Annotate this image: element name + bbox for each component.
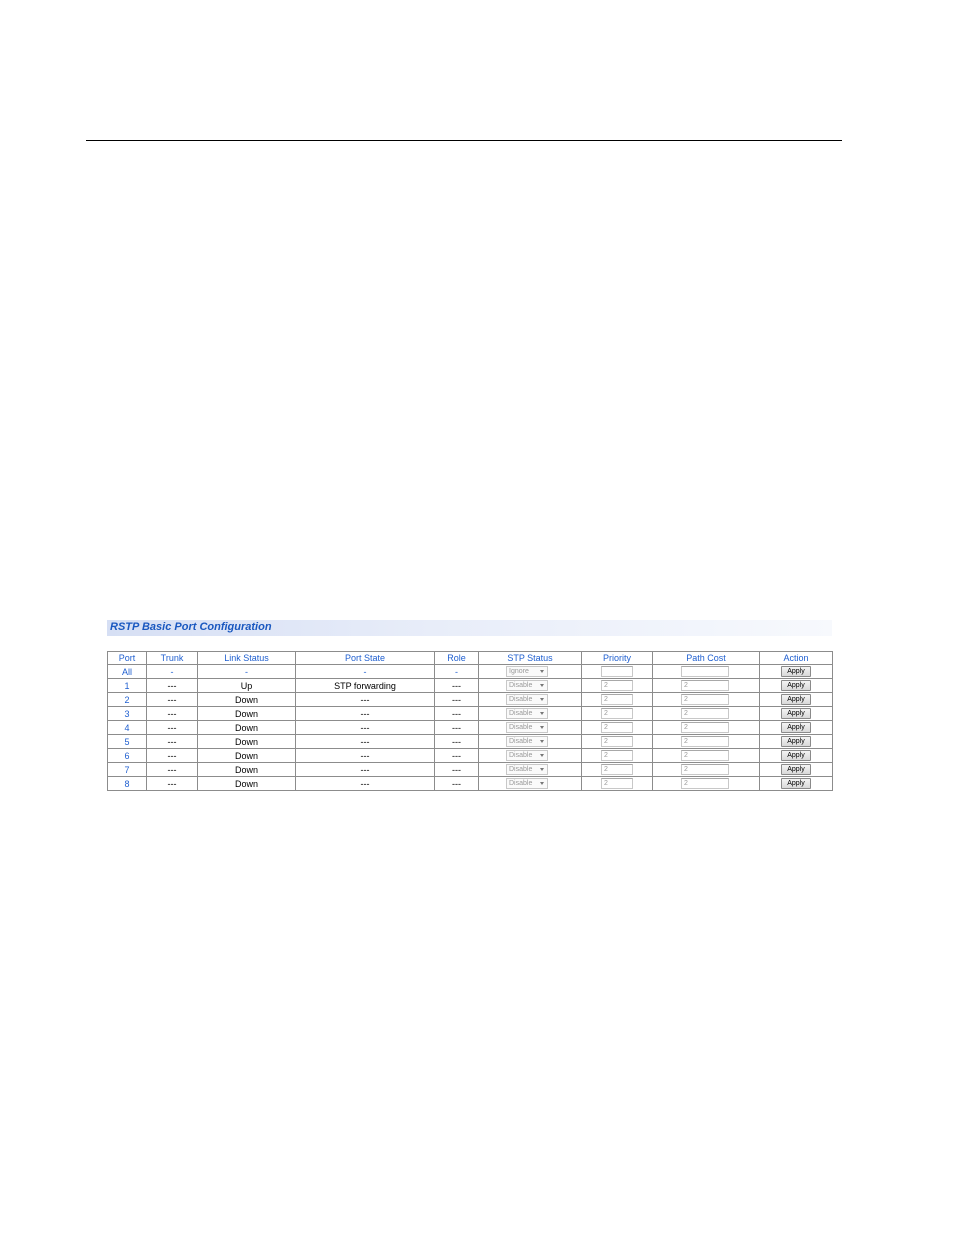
chevron-down-icon: [540, 698, 544, 701]
port-state-cell: ---: [296, 777, 435, 791]
stp-status-value: Disable: [509, 682, 533, 690]
table-row: [108, 763, 833, 777]
path-cost-cell: [653, 707, 760, 721]
priority-input[interactable]: 2: [601, 708, 633, 719]
priority-cell: [582, 707, 653, 721]
trunk-cell: ---: [147, 721, 198, 735]
link-status-cell: Down: [198, 763, 296, 777]
apply-button[interactable]: Apply: [781, 680, 811, 691]
port-cell[interactable]: 5: [108, 735, 147, 749]
apply-button[interactable]: Apply: [781, 666, 811, 677]
path-cost-cell: [653, 721, 760, 735]
stp-status-value: Disable: [509, 710, 533, 718]
table-row: [108, 707, 833, 721]
apply-button[interactable]: Apply: [781, 694, 811, 705]
stp-status-value: Disable: [509, 724, 533, 732]
stp-status-cell: [479, 721, 582, 735]
path-cost-input[interactable]: 2: [681, 736, 729, 747]
port-cell[interactable]: 4: [108, 721, 147, 735]
role-cell: ---: [435, 693, 479, 707]
role-cell: ---: [435, 749, 479, 763]
port-cell[interactable]: 1: [108, 679, 147, 693]
role-cell: ---: [435, 721, 479, 735]
priority-cell: [582, 735, 653, 749]
action-cell: [760, 665, 833, 679]
col-header-role: Role: [435, 652, 479, 665]
priority-input[interactable]: 2: [601, 722, 633, 733]
stp-status-select[interactable]: [506, 764, 548, 775]
port-cell[interactable]: 8: [108, 777, 147, 791]
port-cell[interactable]: 2: [108, 693, 147, 707]
col-header-stp-status: STP Status: [479, 652, 582, 665]
path-cost-cell: [653, 763, 760, 777]
link-status-cell: Up: [198, 679, 296, 693]
apply-button[interactable]: Apply: [781, 708, 811, 719]
action-cell: [760, 749, 833, 763]
port-state-cell: ---: [296, 693, 435, 707]
stp-status-cell: [479, 763, 582, 777]
action-cell: [760, 777, 833, 791]
table-row: [108, 777, 833, 791]
trunk-cell: -: [147, 665, 198, 679]
link-status-cell: -: [198, 665, 296, 679]
role-cell: ---: [435, 735, 479, 749]
priority-cell: [582, 777, 653, 791]
col-header-link-status: Link Status: [198, 652, 296, 665]
col-header-trunk: Trunk: [147, 652, 198, 665]
link-status-cell: Down: [198, 707, 296, 721]
table-row: [108, 735, 833, 749]
path-cost-cell: [653, 749, 760, 763]
stp-status-select[interactable]: [506, 666, 548, 677]
panel-title-bar: [107, 620, 832, 636]
stp-status-select[interactable]: [506, 736, 548, 747]
stp-status-cell: [479, 777, 582, 791]
col-header-port: Port: [108, 652, 147, 665]
action-cell: [760, 735, 833, 749]
role-cell: -: [435, 665, 479, 679]
stp-status-cell: [479, 665, 582, 679]
trunk-cell: ---: [147, 707, 198, 721]
trunk-cell: ---: [147, 693, 198, 707]
trunk-cell: ---: [147, 735, 198, 749]
table-row-all: [108, 665, 833, 679]
link-status-cell: Down: [198, 721, 296, 735]
chevron-down-icon: [540, 754, 544, 757]
stp-status-value: Disable: [509, 766, 533, 774]
stp-status-select[interactable]: [506, 750, 548, 761]
path-cost-cell: [653, 665, 760, 679]
priority-input[interactable]: 2: [601, 750, 633, 761]
priority-input[interactable]: 2: [601, 736, 633, 747]
port-state-cell: ---: [296, 735, 435, 749]
stp-status-cell: [479, 735, 582, 749]
priority-input[interactable]: 2: [601, 764, 633, 775]
action-cell: [760, 693, 833, 707]
stp-status-cell: [479, 679, 582, 693]
table-row: [108, 721, 833, 735]
priority-cell: [582, 693, 653, 707]
col-header-path-cost: Path Cost: [653, 652, 760, 665]
link-status-cell: Down: [198, 735, 296, 749]
panel-title: RSTP Basic Port Configuration: [110, 621, 272, 633]
port-cell[interactable]: All: [108, 665, 147, 679]
table-row: [108, 679, 833, 693]
trunk-cell: ---: [147, 777, 198, 791]
stp-status-cell: [479, 707, 582, 721]
link-status-cell: Down: [198, 749, 296, 763]
priority-input[interactable]: 2: [601, 694, 633, 705]
path-cost-input[interactable]: 2: [681, 778, 729, 789]
path-cost-input[interactable]: 2: [681, 750, 729, 761]
chevron-down-icon: [540, 684, 544, 687]
action-cell: [760, 763, 833, 777]
port-cell[interactable]: 7: [108, 763, 147, 777]
priority-cell: [582, 679, 653, 693]
port-state-cell: ---: [296, 707, 435, 721]
stp-status-select[interactable]: [506, 708, 548, 719]
link-status-cell: Down: [198, 693, 296, 707]
chevron-down-icon: [540, 740, 544, 743]
stp-status-cell: [479, 693, 582, 707]
priority-input[interactable]: [601, 666, 633, 677]
priority-input[interactable]: 2: [601, 680, 633, 691]
port-cell[interactable]: 6: [108, 749, 147, 763]
stp-status-value: Disable: [509, 738, 533, 746]
chevron-down-icon: [540, 768, 544, 771]
rstp-port-table: [107, 651, 833, 791]
role-cell: ---: [435, 777, 479, 791]
port-state-cell: STP forwarding: [296, 679, 435, 693]
path-cost-input[interactable]: [681, 666, 729, 677]
path-cost-input[interactable]: 2: [681, 680, 729, 691]
path-cost-input[interactable]: 2: [681, 764, 729, 775]
trunk-cell: ---: [147, 763, 198, 777]
action-cell: [760, 679, 833, 693]
apply-button[interactable]: Apply: [781, 722, 811, 733]
stp-status-value: Disable: [509, 696, 533, 704]
port-state-cell: -: [296, 665, 435, 679]
path-cost-input[interactable]: 2: [681, 722, 729, 733]
path-cost-input[interactable]: 2: [681, 694, 729, 705]
action-cell: [760, 707, 833, 721]
port-state-cell: ---: [296, 763, 435, 777]
chevron-down-icon: [540, 712, 544, 715]
role-cell: ---: [435, 707, 479, 721]
chevron-down-icon: [540, 670, 544, 673]
port-state-cell: ---: [296, 721, 435, 735]
priority-cell: [582, 763, 653, 777]
stp-status-select[interactable]: [506, 694, 548, 705]
trunk-cell: ---: [147, 679, 198, 693]
table-row: [108, 693, 833, 707]
path-cost-input[interactable]: 2: [681, 708, 729, 719]
apply-button[interactable]: Apply: [781, 750, 811, 761]
stp-status-select[interactable]: [506, 778, 548, 789]
chevron-down-icon: [540, 782, 544, 785]
priority-cell: [582, 749, 653, 763]
col-header-priority: Priority: [582, 652, 653, 665]
path-cost-cell: [653, 735, 760, 749]
stp-status-value: Ignore: [509, 668, 529, 676]
trunk-cell: ---: [147, 749, 198, 763]
apply-button[interactable]: Apply: [781, 736, 811, 747]
page-top-rule: [86, 140, 842, 141]
role-cell: ---: [435, 763, 479, 777]
chevron-down-icon: [540, 726, 544, 729]
path-cost-cell: [653, 679, 760, 693]
action-cell: [760, 721, 833, 735]
stp-status-value: Disable: [509, 752, 533, 760]
col-header-action: Action: [760, 652, 833, 665]
table-row: [108, 749, 833, 763]
stp-status-value: Disable: [509, 780, 533, 788]
apply-button[interactable]: Apply: [781, 778, 811, 789]
stp-status-cell: [479, 749, 582, 763]
apply-button[interactable]: Apply: [781, 764, 811, 775]
path-cost-cell: [653, 693, 760, 707]
link-status-cell: Down: [198, 777, 296, 791]
port-state-cell: ---: [296, 749, 435, 763]
stp-status-select[interactable]: [506, 722, 548, 733]
stp-status-select[interactable]: [506, 680, 548, 691]
priority-cell: [582, 665, 653, 679]
port-cell[interactable]: 3: [108, 707, 147, 721]
col-header-port-state: Port State: [296, 652, 435, 665]
path-cost-cell: [653, 777, 760, 791]
role-cell: ---: [435, 679, 479, 693]
priority-cell: [582, 721, 653, 735]
table-header-row: [108, 652, 833, 665]
priority-input[interactable]: 2: [601, 778, 633, 789]
